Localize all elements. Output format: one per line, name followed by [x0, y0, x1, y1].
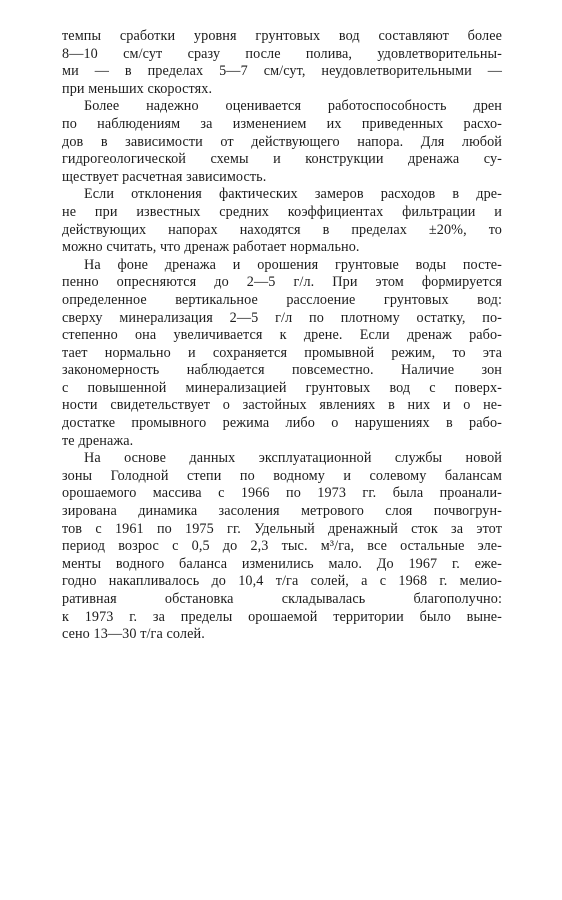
text-line: период возрос с 0,5 до 2,3 тыс. м³/га, все остальные эле- — [62, 538, 502, 555]
text-line: действующих напорах находятся в пределах ±20%, то — [62, 221, 502, 238]
text-line: гидрогеологической схемы и конструкции дренажа су- — [62, 151, 502, 168]
paragraph-1 — [62, 28, 502, 98]
text-line: годно накапливалось до 10,4 т/га солей, а с 1968 г. мелио- — [62, 573, 502, 590]
text-line: тов с 1961 по 1975 гг. Удельный дренажный сток за этот — [62, 520, 502, 537]
text-line: ности свидетельствует о застойных явлениях в них и о не- — [62, 397, 502, 414]
text-line: пенно опресняются до 2—5 г/л. При этом формируется — [62, 274, 502, 291]
text-line: Если отклонения фактических замеров расходов в дре- — [84, 186, 502, 203]
document-page — [62, 28, 502, 644]
text-line: На фоне дренажа и орошения грунтовые воды посте- — [84, 256, 502, 273]
text-line: дов в зависимости от действующего напора. Для любой — [62, 133, 502, 150]
text-line: Более надежно оценивается работоспособность дрен — [84, 98, 502, 115]
text-line: достатке промывного режима либо о нарушениях в рабо- — [62, 415, 502, 432]
text-line: тает нормально и сохраняется промывной режим, то эта — [62, 344, 502, 361]
text-line: зирована динамика засоления метрового слоя почвогрун- — [62, 503, 502, 520]
text-line: ративная обстановка складывалась благополучно: — [62, 591, 502, 607]
text-line: 8—10 см/сут сразу после полива, удовлетворительны- — [62, 45, 502, 62]
text-line: к 1973 г. за пределы орошаемой территории было выне- — [62, 608, 502, 625]
text-line: определенное вертикальное расслоение грунтовых вод: — [62, 291, 502, 308]
text-line: сверху минерализация 2—5 г/л по плотному остатку, по- — [62, 309, 502, 326]
text-line: темпы сработки уровня грунтовых вод составляют более — [62, 28, 502, 44]
text-line: закономерность наблюдается повсеместно. Наличие зон — [62, 362, 502, 379]
text-line: при меньших скоростях. — [62, 80, 213, 97]
text-line: с повышенной минерализацией грунтовых вод с поверх- — [62, 379, 502, 396]
text-line: по наблюдениям за изменением их приведенных расхо- — [62, 115, 502, 132]
text-line: можно считать, что дренаж работает нормально. — [62, 239, 360, 256]
text-line: орошаемого массива с 1966 по 1973 гг. была проанали- — [62, 485, 502, 502]
text-line: менты водного баланса изменились мало. До 1967 г. еже- — [62, 555, 502, 572]
text-line: сено 13—30 т/га солей. — [62, 626, 205, 643]
text-line: степенно она увеличивается к дрене. Если дренаж рабо- — [62, 327, 502, 344]
paragraph-2 — [62, 98, 502, 186]
text-line: ществует расчетная зависимость. — [62, 168, 267, 185]
paragraph-4 — [62, 257, 502, 451]
text-line: На основе данных эксплуатационной службы новой — [84, 450, 502, 467]
paragraph-3 — [62, 186, 502, 256]
text-line: ми — в пределах 5—7 см/сут, неудовлетворительными — — [62, 63, 502, 80]
text-line: те дренажа. — [62, 432, 134, 449]
text-line: зоны Голодной степи по водному и солевому балансам — [62, 467, 502, 484]
paragraph-5 — [62, 450, 502, 644]
text-line: не при известных средних коэффициентах фильтрации и — [62, 203, 502, 220]
